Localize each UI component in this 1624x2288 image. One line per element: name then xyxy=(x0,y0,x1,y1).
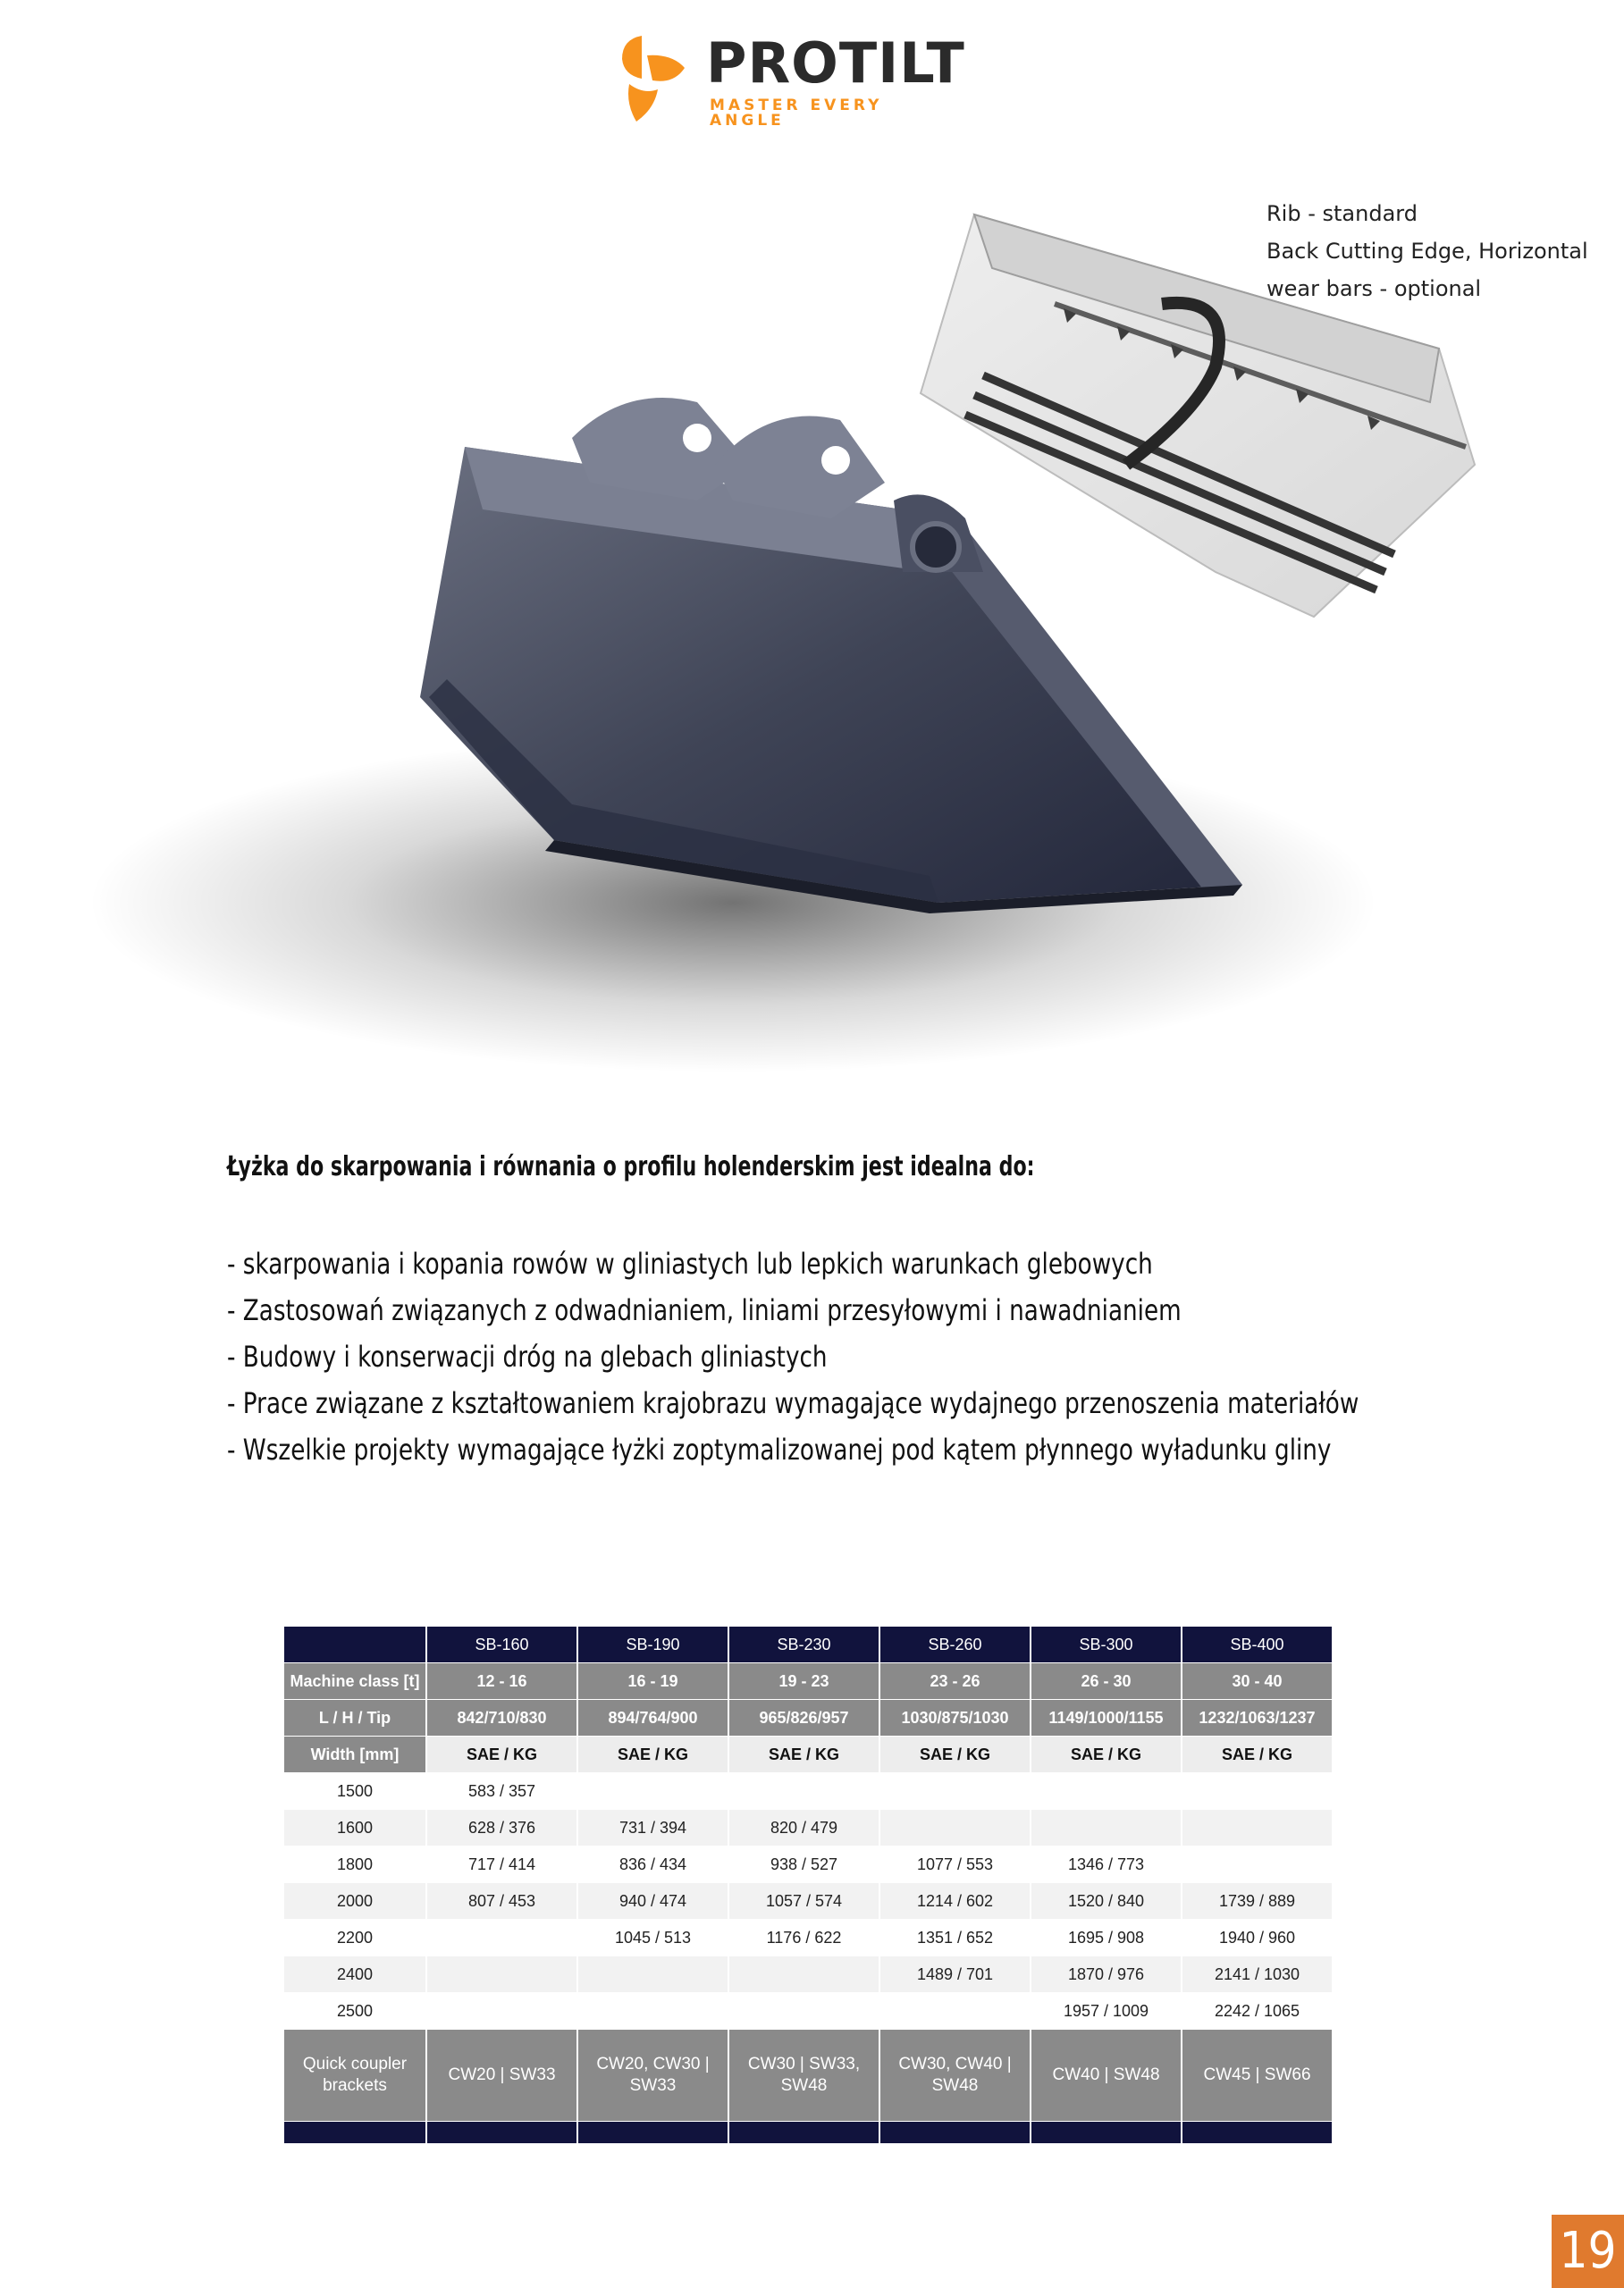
row-label: Width [mm] xyxy=(284,1737,425,1773)
quick-coupler-row xyxy=(284,2030,1332,2122)
table-cell: 1957 / 1009 xyxy=(1031,1993,1181,2030)
row-label: Machine class [t] xyxy=(284,1663,425,1700)
model-header-row xyxy=(284,1627,1332,1663)
table-cell: 731 / 394 xyxy=(578,1810,728,1846)
table-cell: 1346 / 773 xyxy=(1031,1846,1181,1883)
description-item: - skarpowania i kopania rowów w gliniastych lub lepkich warunkach glebowych xyxy=(227,1247,1153,1281)
table-cell: 1214 / 602 xyxy=(880,1883,1030,1920)
table-cell: 583 / 357 xyxy=(427,1773,576,1810)
table-cell xyxy=(880,1773,1030,1810)
width-unit-row xyxy=(284,1737,1332,1773)
table-cell: 628 / 376 xyxy=(427,1810,576,1846)
protilt-logo-mark-icon xyxy=(617,32,690,123)
table-cell xyxy=(578,1773,728,1810)
table-cell: 894/764/900 xyxy=(578,1700,728,1737)
width-cell: 1800 xyxy=(284,1846,425,1883)
table-cell: SAE / KG xyxy=(729,1737,879,1773)
table-cell: 1149/1000/1155 xyxy=(1031,1700,1181,1737)
table-row xyxy=(284,1993,1332,2030)
note-line: Back Cutting Edge, Horizontal xyxy=(1266,239,1588,264)
table-cell: 1057 / 574 xyxy=(729,1883,879,1920)
model-header: SB-400 xyxy=(1182,1627,1332,1663)
table-cell: 1077 / 553 xyxy=(880,1846,1030,1883)
table-cell: CW30 | SW33, SW48 xyxy=(729,2030,879,2122)
table-cell: 1176 / 622 xyxy=(729,1920,879,1956)
table-cell xyxy=(880,1810,1030,1846)
table-cell xyxy=(427,1993,576,2030)
table-cell xyxy=(1031,1810,1181,1846)
table-cell: 1489 / 701 xyxy=(880,1956,1030,1993)
description-item: - Zastosowań związanych z odwadnianiem, liniami przesyłowymi i nawadnianiem xyxy=(227,1293,1182,1327)
description-item: - Budowy i konserwacji dróg na glebach gliniastych xyxy=(227,1340,828,1374)
table-cell: 1045 / 513 xyxy=(578,1920,728,1956)
table-cell: 1870 / 976 xyxy=(1031,1956,1181,1993)
model-header: SB-190 xyxy=(578,1627,728,1663)
dimensions-row xyxy=(284,1700,1332,1737)
footer-cell xyxy=(729,2122,879,2144)
footer-cell xyxy=(1031,2122,1181,2144)
table-cell: 940 / 474 xyxy=(578,1883,728,1920)
table-cell xyxy=(578,1956,728,1993)
table-cell: 30 - 40 xyxy=(1182,1663,1332,1700)
table-cell: CW40 | SW48 xyxy=(1031,2030,1181,2122)
table-row xyxy=(284,1846,1332,1883)
machine-class-row xyxy=(284,1663,1332,1700)
model-header: SB-230 xyxy=(729,1627,879,1663)
table-cell: 1739 / 889 xyxy=(1182,1883,1332,1920)
table-cell: 1232/1063/1237 xyxy=(1182,1700,1332,1737)
bucket-product-image xyxy=(0,161,1624,1162)
brand-tagline: MASTER EVERY ANGLE xyxy=(710,97,883,130)
row-label: Quick coupler brackets xyxy=(284,2030,425,2122)
table-row xyxy=(284,1920,1332,1956)
table-cell: 842/710/830 xyxy=(427,1700,576,1737)
table-cell: CW20 | SW33 xyxy=(427,2030,576,2122)
footer-cell xyxy=(284,2122,425,2144)
table-cell: 12 - 16 xyxy=(427,1663,576,1700)
footer-cell xyxy=(880,2122,1030,2144)
table-cell xyxy=(1031,1773,1181,1810)
description-list xyxy=(227,1241,1359,1473)
table-cell: 1695 / 908 xyxy=(1031,1920,1181,1956)
table-cell xyxy=(880,1993,1030,2030)
table-cell: CW20, CW30 | SW33 xyxy=(578,2030,728,2122)
table-cell: 19 - 23 xyxy=(729,1663,879,1700)
table-cell: 2141 / 1030 xyxy=(1182,1956,1332,1993)
table-cell xyxy=(1182,1810,1332,1846)
description-item: - Wszelkie projekty wymagające łyżki zoptymalizowanej pod kątem płynnego wyładunku gliny xyxy=(227,1433,1332,1467)
table-cell: 717 / 414 xyxy=(427,1846,576,1883)
table-cell xyxy=(427,1956,576,1993)
table-cell: 807 / 453 xyxy=(427,1883,576,1920)
description-item: - Prace związane z kształtowaniem krajobrazu wymagające wydajnego przenoszenia materiałów xyxy=(227,1386,1359,1420)
table-cell: 1351 / 652 xyxy=(880,1920,1030,1956)
table-cell xyxy=(729,1993,879,2030)
table-cell: 965/826/957 xyxy=(729,1700,879,1737)
description-heading: Łyżka do skarpowania i równania o profilu holenderskim jest idealna do: xyxy=(227,1151,1035,1182)
bucket-options-note xyxy=(1266,195,1615,307)
table-cell: 2242 / 1065 xyxy=(1182,1993,1332,2030)
row-label: L / H / Tip xyxy=(284,1700,425,1737)
table-cell xyxy=(1182,1773,1332,1810)
table-row xyxy=(284,1810,1332,1846)
table-cell xyxy=(578,1993,728,2030)
table-cell: 23 - 26 xyxy=(880,1663,1030,1700)
model-header: SB-160 xyxy=(427,1627,576,1663)
table-cell: 26 - 30 xyxy=(1031,1663,1181,1700)
width-cell: 2000 xyxy=(284,1883,425,1920)
width-cell: 1500 xyxy=(284,1773,425,1810)
table-row xyxy=(284,1773,1332,1810)
note-line: Rib - standard xyxy=(1266,201,1418,226)
footer-cell xyxy=(427,2122,576,2144)
table-cell: 820 / 479 xyxy=(729,1810,879,1846)
width-cell: 2200 xyxy=(284,1920,425,1956)
brand-name: PROTILT xyxy=(706,30,965,96)
table-cell: 1940 / 960 xyxy=(1182,1920,1332,1956)
table-cell: 16 - 19 xyxy=(578,1663,728,1700)
footer-cell xyxy=(578,2122,728,2144)
model-header: SB-260 xyxy=(880,1627,1030,1663)
table-row xyxy=(284,1956,1332,1993)
page-number: 19 xyxy=(1552,2215,1624,2288)
protilt-logo xyxy=(617,30,965,130)
table-cell: SAE / KG xyxy=(1182,1737,1332,1773)
table-cell: SAE / KG xyxy=(880,1737,1030,1773)
footer-cell xyxy=(1182,2122,1332,2144)
width-cell: 2400 xyxy=(284,1956,425,1993)
table-cell xyxy=(729,1956,879,1993)
width-cell: 1600 xyxy=(284,1810,425,1846)
table-cell: SAE / KG xyxy=(1031,1737,1181,1773)
table-cell: SAE / KG xyxy=(427,1737,576,1773)
table-footer-bar xyxy=(284,2122,1332,2144)
note-line: wear bars - optional xyxy=(1266,276,1482,301)
table-cell: SAE / KG xyxy=(578,1737,728,1773)
corner-cell xyxy=(284,1627,425,1663)
model-header: SB-300 xyxy=(1031,1627,1181,1663)
spec-table xyxy=(282,1627,1334,2144)
table-cell: CW30, CW40 | SW48 xyxy=(880,2030,1030,2122)
table-cell xyxy=(427,1920,576,1956)
table-cell: 938 / 527 xyxy=(729,1846,879,1883)
table-row xyxy=(284,1883,1332,1920)
table-cell: 1520 / 840 xyxy=(1031,1883,1181,1920)
table-cell xyxy=(729,1773,879,1810)
table-cell: 836 / 434 xyxy=(578,1846,728,1883)
table-cell: 1030/875/1030 xyxy=(880,1700,1030,1737)
table-cell xyxy=(1182,1846,1332,1883)
width-cell: 2500 xyxy=(284,1993,425,2030)
table-cell: CW45 | SW66 xyxy=(1182,2030,1332,2122)
